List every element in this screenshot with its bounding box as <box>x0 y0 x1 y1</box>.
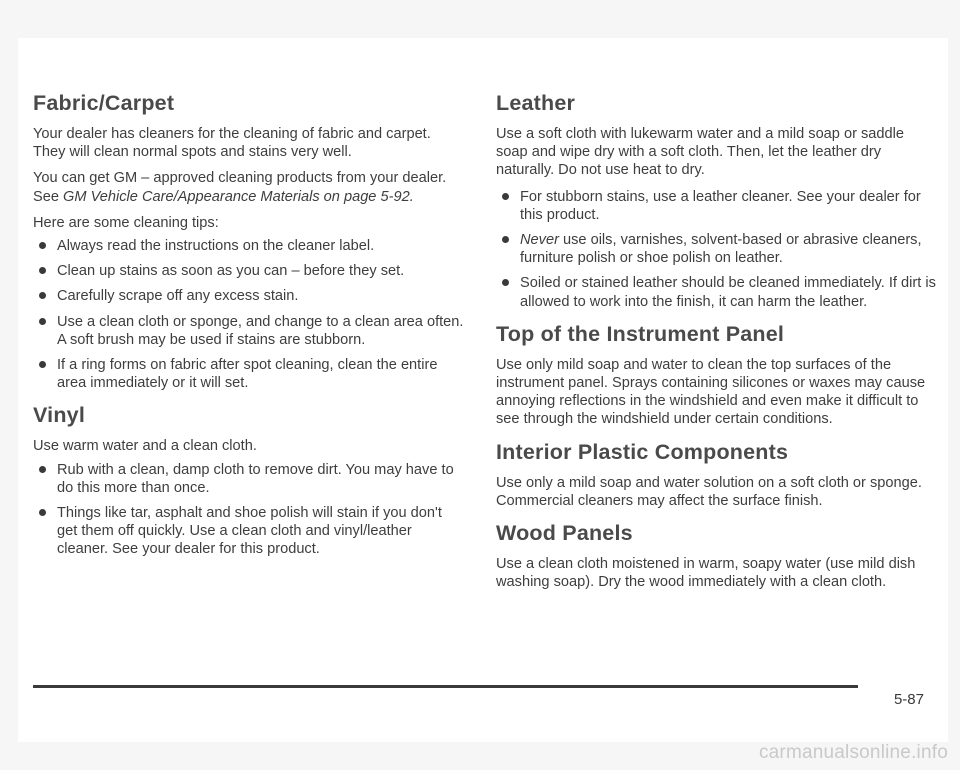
list-item <box>496 231 936 267</box>
list-item <box>33 461 465 497</box>
fabric-tips-list <box>33 237 465 392</box>
watermark: carmanualsonline.info <box>758 742 948 763</box>
heading-vinyl: Vinyl <box>33 403 85 428</box>
plastic-paragraph-1: Use only a mild soap and water solution on a soft cloth or sponge. Commercial cleaners may affect the surface finish. <box>496 474 922 509</box>
leather-tips-list <box>496 188 936 311</box>
manual-page <box>18 38 948 742</box>
fabric-paragraph-1: Your dealer has cleaners for the cleaning of fabric and carpet. They will clean normal spots and stains very well. <box>33 126 431 161</box>
list-item <box>496 188 936 224</box>
heading-fabric-carpet: Fabric/Carpet <box>33 91 175 115</box>
leather-paragraph-1: Use a soft cloth with lukewarm water and a mild soap or saddle soap and wipe dry with a soft cloth. Then, let the leather dry naturally. Do not use heat to dry. <box>496 126 905 179</box>
list-item-text: use oils, varnishes, solvent-based or abrasive cleaners, furniture polish or shoe polish on leather. <box>520 232 922 267</box>
bullet-icon <box>502 279 509 286</box>
section-leather <box>496 90 936 311</box>
page-number: 5-87 <box>893 691 924 708</box>
fabric-paragraph-2-text: You can get GM – approved cleaning products from your dealer. See <box>33 170 447 205</box>
list-item-text: Always read the instructions on the cleaner label. <box>57 238 375 255</box>
bullet-icon <box>39 318 46 325</box>
wood-paragraph-1: Use a clean cloth moistened in warm, soapy water (use mild dish washing soap). Dry the wood immediately with a clean cloth. <box>496 556 916 591</box>
footer-divider <box>33 685 858 688</box>
instrument-paragraph-1: Use only mild soap and water to clean the top surfaces of the instrument panel. Sprays containing silicones or waxes may cause annoying reflections in the windshield and even make it difficult to see through the windshield under certain conditions. <box>496 356 926 428</box>
bullet-icon <box>39 242 46 249</box>
vinyl-tips-list <box>33 461 465 559</box>
bullet-icon <box>39 466 46 473</box>
section-interior-plastic <box>496 439 936 510</box>
never-emphasis: Never <box>520 232 559 249</box>
list-item <box>33 287 465 305</box>
right-column <box>496 90 936 601</box>
vinyl-paragraph-1: Use warm water and a clean cloth. <box>33 438 257 455</box>
list-item-text: Carefully scrape off any excess stain. <box>57 288 299 305</box>
heading-leather: Leather <box>496 91 576 115</box>
section-vinyl <box>33 402 465 558</box>
fabric-reference: GM Vehicle Care/Appearance Materials on page 5-92. <box>63 188 414 205</box>
list-item-text: Use a clean cloth or sponge, and change to a clean area often. A soft brush may be used if stains are stubborn. <box>57 313 464 348</box>
list-item <box>33 356 465 392</box>
list-item-text: Clean up stains as soon as you can – before they set. <box>57 263 405 280</box>
fabric-paragraph-2 <box>33 169 465 205</box>
section-fabric-carpet <box>33 90 465 392</box>
bullet-icon <box>39 267 46 274</box>
bullet-icon <box>502 193 509 200</box>
list-item-text: Soiled or stained leather should be cleaned immediately. If dirt is allowed to work into the finish, it can harm the leather. <box>520 275 936 310</box>
bullet-icon <box>39 361 46 368</box>
bullet-icon <box>502 236 509 243</box>
section-instrument-panel <box>496 321 936 429</box>
list-item-text: For stubborn stains, use a leather cleaner. See your dealer for this product. <box>520 188 921 223</box>
bullet-icon <box>39 292 46 299</box>
list-item-text: If a ring forms on fabric after spot cleaning, clean the entire area immediately or it will set. <box>57 357 438 392</box>
list-item <box>496 274 936 310</box>
list-item <box>33 262 465 280</box>
list-item-text: Rub with a clean, damp cloth to remove dirt. You may have to do this more than once. <box>57 461 454 496</box>
heading-interior-plastic: Interior Plastic Components <box>496 439 789 464</box>
bullet-icon <box>39 509 46 516</box>
section-wood-panels <box>496 520 936 591</box>
list-item <box>33 237 465 255</box>
left-column <box>33 90 465 569</box>
fabric-tips-intro: Here are some cleaning tips: <box>33 214 219 231</box>
list-item <box>33 504 465 559</box>
heading-wood-panels: Wood Panels <box>496 521 633 546</box>
heading-instrument-panel: Top of the Instrument Panel <box>496 321 785 346</box>
list-item <box>33 313 465 349</box>
list-item-text: Things like tar, asphalt and shoe polish will stain if you don't get them off quickly. Use a clean cloth and vinyl/leather cleaner. See your dealer for this product. <box>57 505 442 558</box>
